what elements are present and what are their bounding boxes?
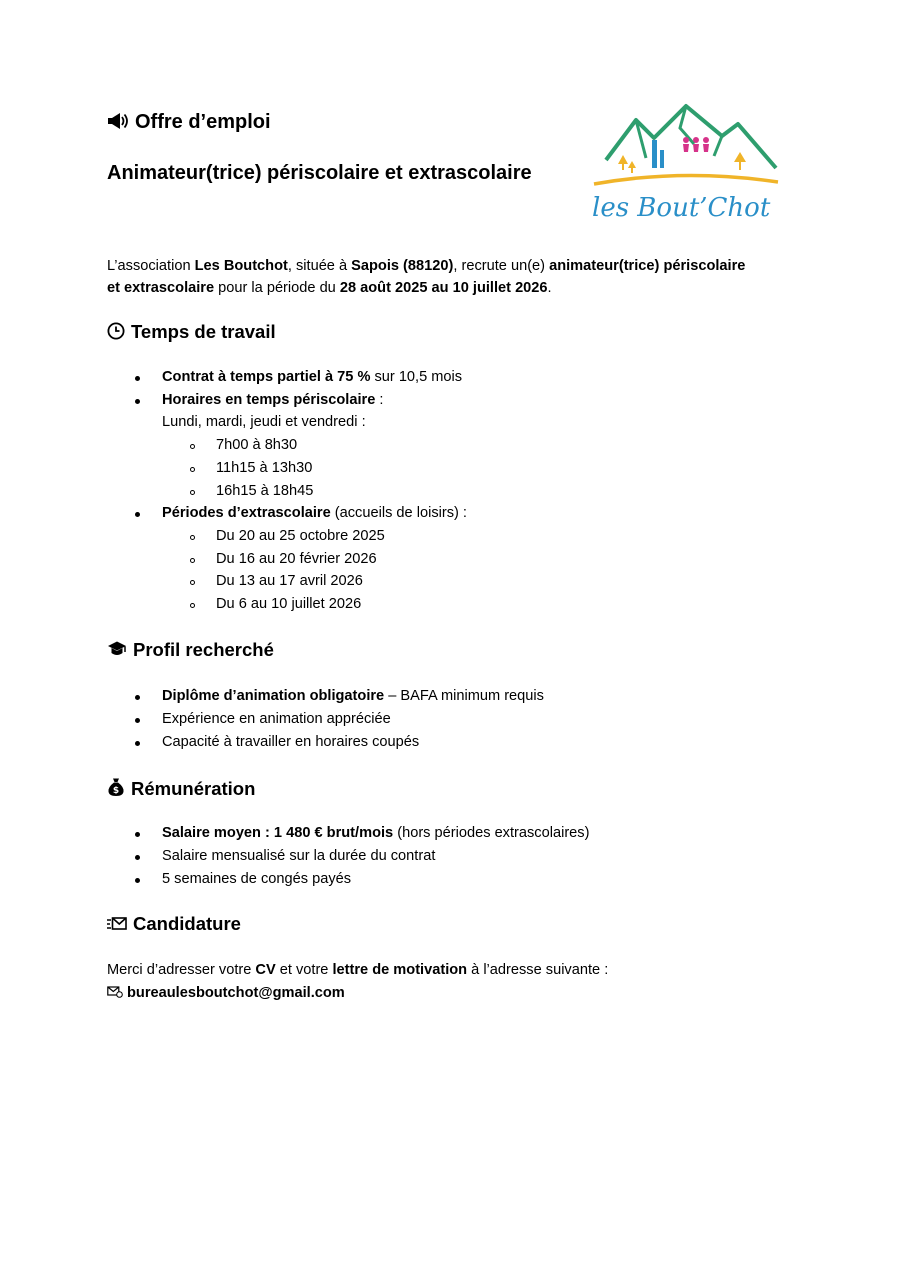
sub-list-item: 7h00 à 8h30 (216, 437, 298, 453)
sub-list-item: Du 16 au 20 février 2026 (216, 551, 377, 567)
sub-bullet (190, 444, 195, 449)
list-item: Salaire mensualisé sur la durée du contrat (162, 848, 436, 864)
candidature-text: Merci d’adresser votre CV et votre lettre de motivation à l’adresse suivante : (107, 962, 609, 978)
section-profil (107, 639, 274, 661)
job-title: Animateur(trice) périscolaire et extrascolaire (107, 162, 532, 184)
intro-text: pour la période du (214, 280, 340, 296)
section-title: Candidature (133, 913, 241, 934)
list-item: Expérience en animation appréciée (162, 711, 391, 727)
sub-bullet (190, 490, 195, 495)
role: et extrascolaire (107, 280, 215, 296)
bullet (135, 695, 140, 700)
list-item: Diplôme d’animation obligatoire – BAFA minimum requis (162, 688, 544, 704)
sub-bullet (190, 580, 195, 585)
city: Sapois (88120) (351, 258, 454, 274)
email-link[interactable]: bureaulesboutchot@gmail.com (127, 985, 345, 1001)
section-temps (107, 321, 276, 343)
sub-bullet (190, 558, 195, 563)
section-remuneration (107, 777, 255, 800)
offer-heading (107, 111, 271, 134)
graduation-cap-icon (107, 640, 127, 658)
list-item: Capacité à travailler en horaires coupés (162, 734, 420, 750)
svg-text:$: $ (112, 786, 120, 796)
contract-period: 28 août 2025 au 10 juillet 2026 (339, 280, 548, 296)
sub-list-item: Du 13 au 17 avril 2026 (216, 573, 363, 589)
envelope-icon (107, 916, 127, 932)
sub-list-item: Du 20 au 25 octobre 2025 (216, 528, 385, 544)
list-item: 5 semaines de congés payés (162, 871, 352, 887)
section-title: Rémunération (131, 778, 256, 799)
intro-line-2 (107, 280, 552, 296)
clock-icon (107, 322, 125, 340)
list-item: Périodes d’extrascolaire (accueils de loisirs) : (162, 505, 467, 521)
sub-list-item: 16h15 à 18h45 (216, 483, 314, 499)
list-item: Contrat à temps partiel à 75 % sur 10,5 mois (162, 369, 463, 385)
days-text: Lundi, mardi, jeudi et vendredi : (162, 414, 366, 430)
sub-bullet (190, 603, 195, 608)
email-line (107, 985, 345, 1001)
sub-bullet (190, 467, 195, 472)
section-candidature (107, 913, 241, 935)
bullet (135, 376, 140, 381)
list-item: Salaire moyen : 1 480 € brut/mois (hors périodes extrascolaires) (162, 825, 590, 841)
sub-bullet (190, 535, 195, 540)
sub-list-item: 11h15 à 13h30 (216, 460, 313, 476)
intro-line-1 (107, 258, 745, 274)
megaphone-icon (107, 112, 129, 130)
money-bag-icon (107, 777, 125, 797)
org-name: Les Boutchot (194, 258, 288, 274)
bullet (135, 741, 140, 746)
section-title: Temps de travail (131, 321, 276, 342)
intro-text: . (547, 280, 552, 296)
boutchot-logo (588, 98, 780, 226)
bullet (135, 718, 140, 723)
logo-text: les Bout’Chot (592, 193, 771, 223)
email-icon (107, 986, 123, 998)
role: animateur(trice) périscolaire (549, 258, 746, 274)
bullet (135, 878, 140, 883)
intro-text: , recrute un(e) (453, 258, 550, 274)
sub-list-item: Du 6 au 10 juillet 2026 (216, 596, 362, 612)
bullet (135, 832, 140, 837)
intro-text: L’association (107, 258, 195, 274)
intro-text: , située à (287, 258, 352, 274)
section-title: Profil recherché (133, 639, 274, 660)
bullet (135, 855, 140, 860)
list-item: Horaires en temps périscolaire : (162, 392, 384, 408)
bullet (135, 399, 140, 404)
bullet (135, 512, 140, 517)
offer-title: Offre d’emploi (135, 111, 271, 133)
